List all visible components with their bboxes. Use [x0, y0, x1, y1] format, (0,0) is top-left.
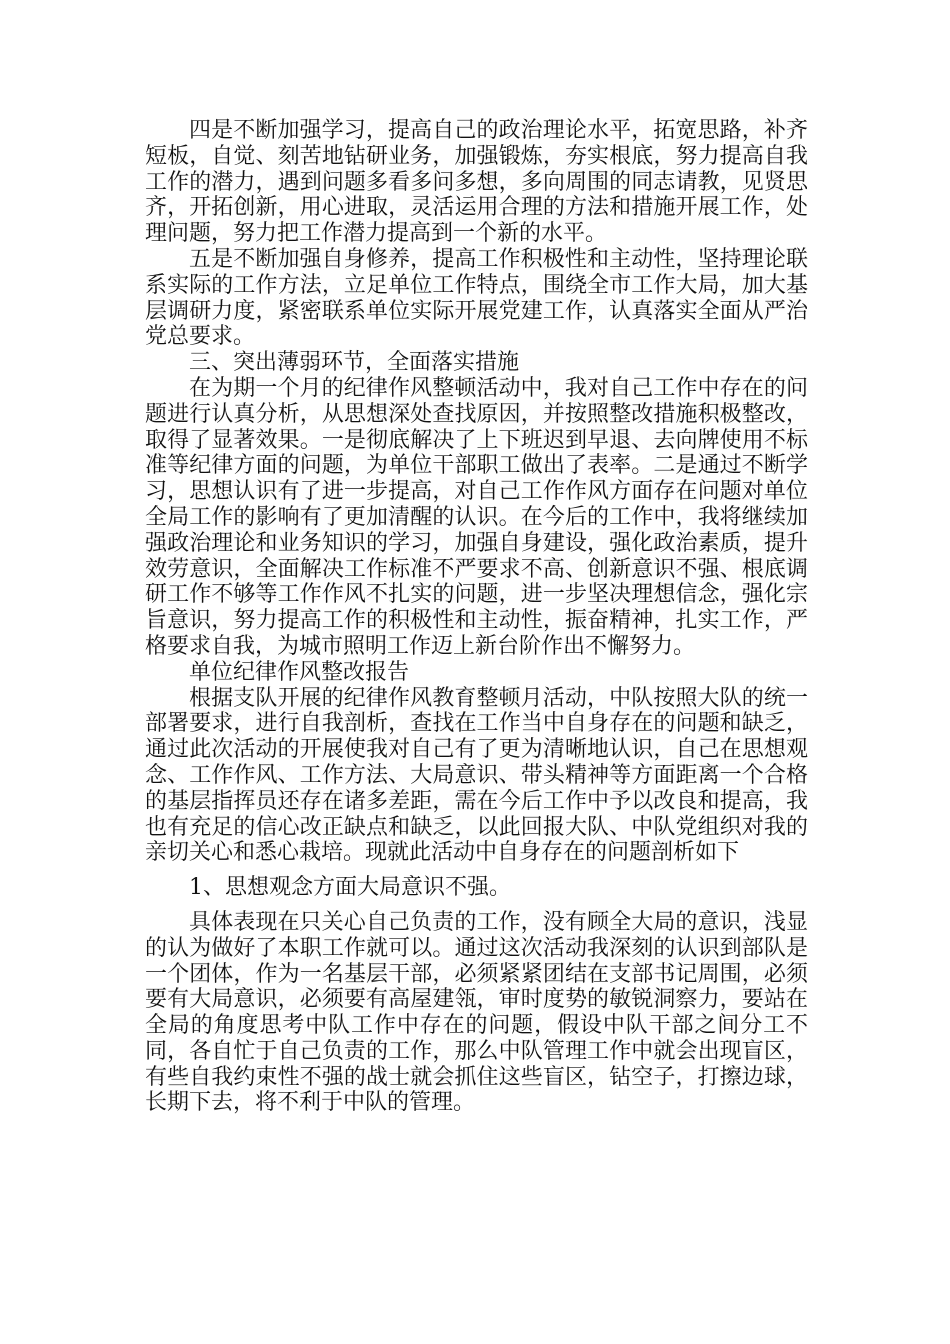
subheading-item-one: 1、思想观念方面大局意识不强。	[189, 875, 511, 901]
document-body	[145, 118, 808, 1116]
paragraph-item-one-detail: 具体表现在只关心自己负责的工作，没有顾全大局的意识，浅显的认为做好了本职工作就可以。通过这次活动我深刻的认识到部队是一个团体，作为一名基层干部，必须紧紧团结在支部书记周围，必须要有大局意识，必须要有高屋建瓴，审时度势的敏锐洞察力，要站在全局的角度思考中队工作中存在的问题，假设中队干部之间分工不同，各自忙于自己负责的工作，那么中队管理工作中就会出现盲区，有些自我约束性不强的战士就会抓住这些盲区，钻空子，打擦边球，长期下去，将不利于中队的管理。	[145, 909, 808, 1116]
section-heading-three: 三、突出薄弱环节，全面落实措施	[189, 350, 520, 376]
paragraph-rectification-results: 在为期一个月的纪律作风整顿活动中，我对自己工作中存在的问题进行认真分析，从思想深处查找原因，并按照整改措施积极整改，取得了显著效果。一是彻底解决了上下班迟到早退、去向牌使用不标准等纪律方面的问题，为单位干部职工做出了表率。二是通过不断学习，思想认识有了进一步提高，对自己工作作风方面存在问题对单位全局工作的影响有了更加清醒的认识。在今后的工作中，我将继续加强政治理论和业务知识的学习，加强自身建设，强化政治素质，提升效劳意识，全面解决工作标准不严要求不高、创新意识不强、根底调研工作不够等工作作风不扎实的问题，进一步坚决理想信念，强化宗旨意识，努力提高工作的积极性和主动性，振奋精神，扎实工作，严格要求自我，为城市照明工作迈上新台阶作出不懈努力。	[145, 375, 808, 659]
paragraph-self-analysis-intro: 根据支队开展的纪律作风教育整顿月活动，中队按照大队的统一部署要求，进行自我剖析，查找在工作当中自身存在的问题和缺乏，通过此次活动的开展使我对自己有了更为清晰地认识，自己在思想观念、工作作风、工作方法、大局意识、带头精神等方面距离一个合格的基层指挥员还存在诸多差距，需在今后工作中予以改良和提高，我也有充足的信心改正缺点和缺乏，以此回报大队、中队党组织对我的亲切关心和悉心栽培。现就此活动中自身存在的问题剖析如下	[145, 685, 808, 866]
paragraph-point-four: 四是不断加强学习，提高自己的政治理论水平，拓宽思路，补齐短板，自觉、刻苦地钻研业务，加强锻炼，夯实根底，努力提高自我工作的潜力，遇到问题多看多问多想，多向周围的同志请教，见贤思齐，开拓创新，用心进取，灵活运用合理的方法和措施开展工作，处理问题，努力把工作潜力提高到一个新的水平。	[145, 118, 808, 247]
paragraph-point-five: 五是不断加强自身修养，提高工作积极性和主动性，坚持理论联系实际的工作方法，立足单位工作特点，围绕全市工作大局，加大基层调研力度，紧密联系单位实际开展党建工作，认真落实全面从严治党总要求。	[145, 246, 808, 350]
report-title: 单位纪律作风整改报告	[189, 659, 410, 685]
